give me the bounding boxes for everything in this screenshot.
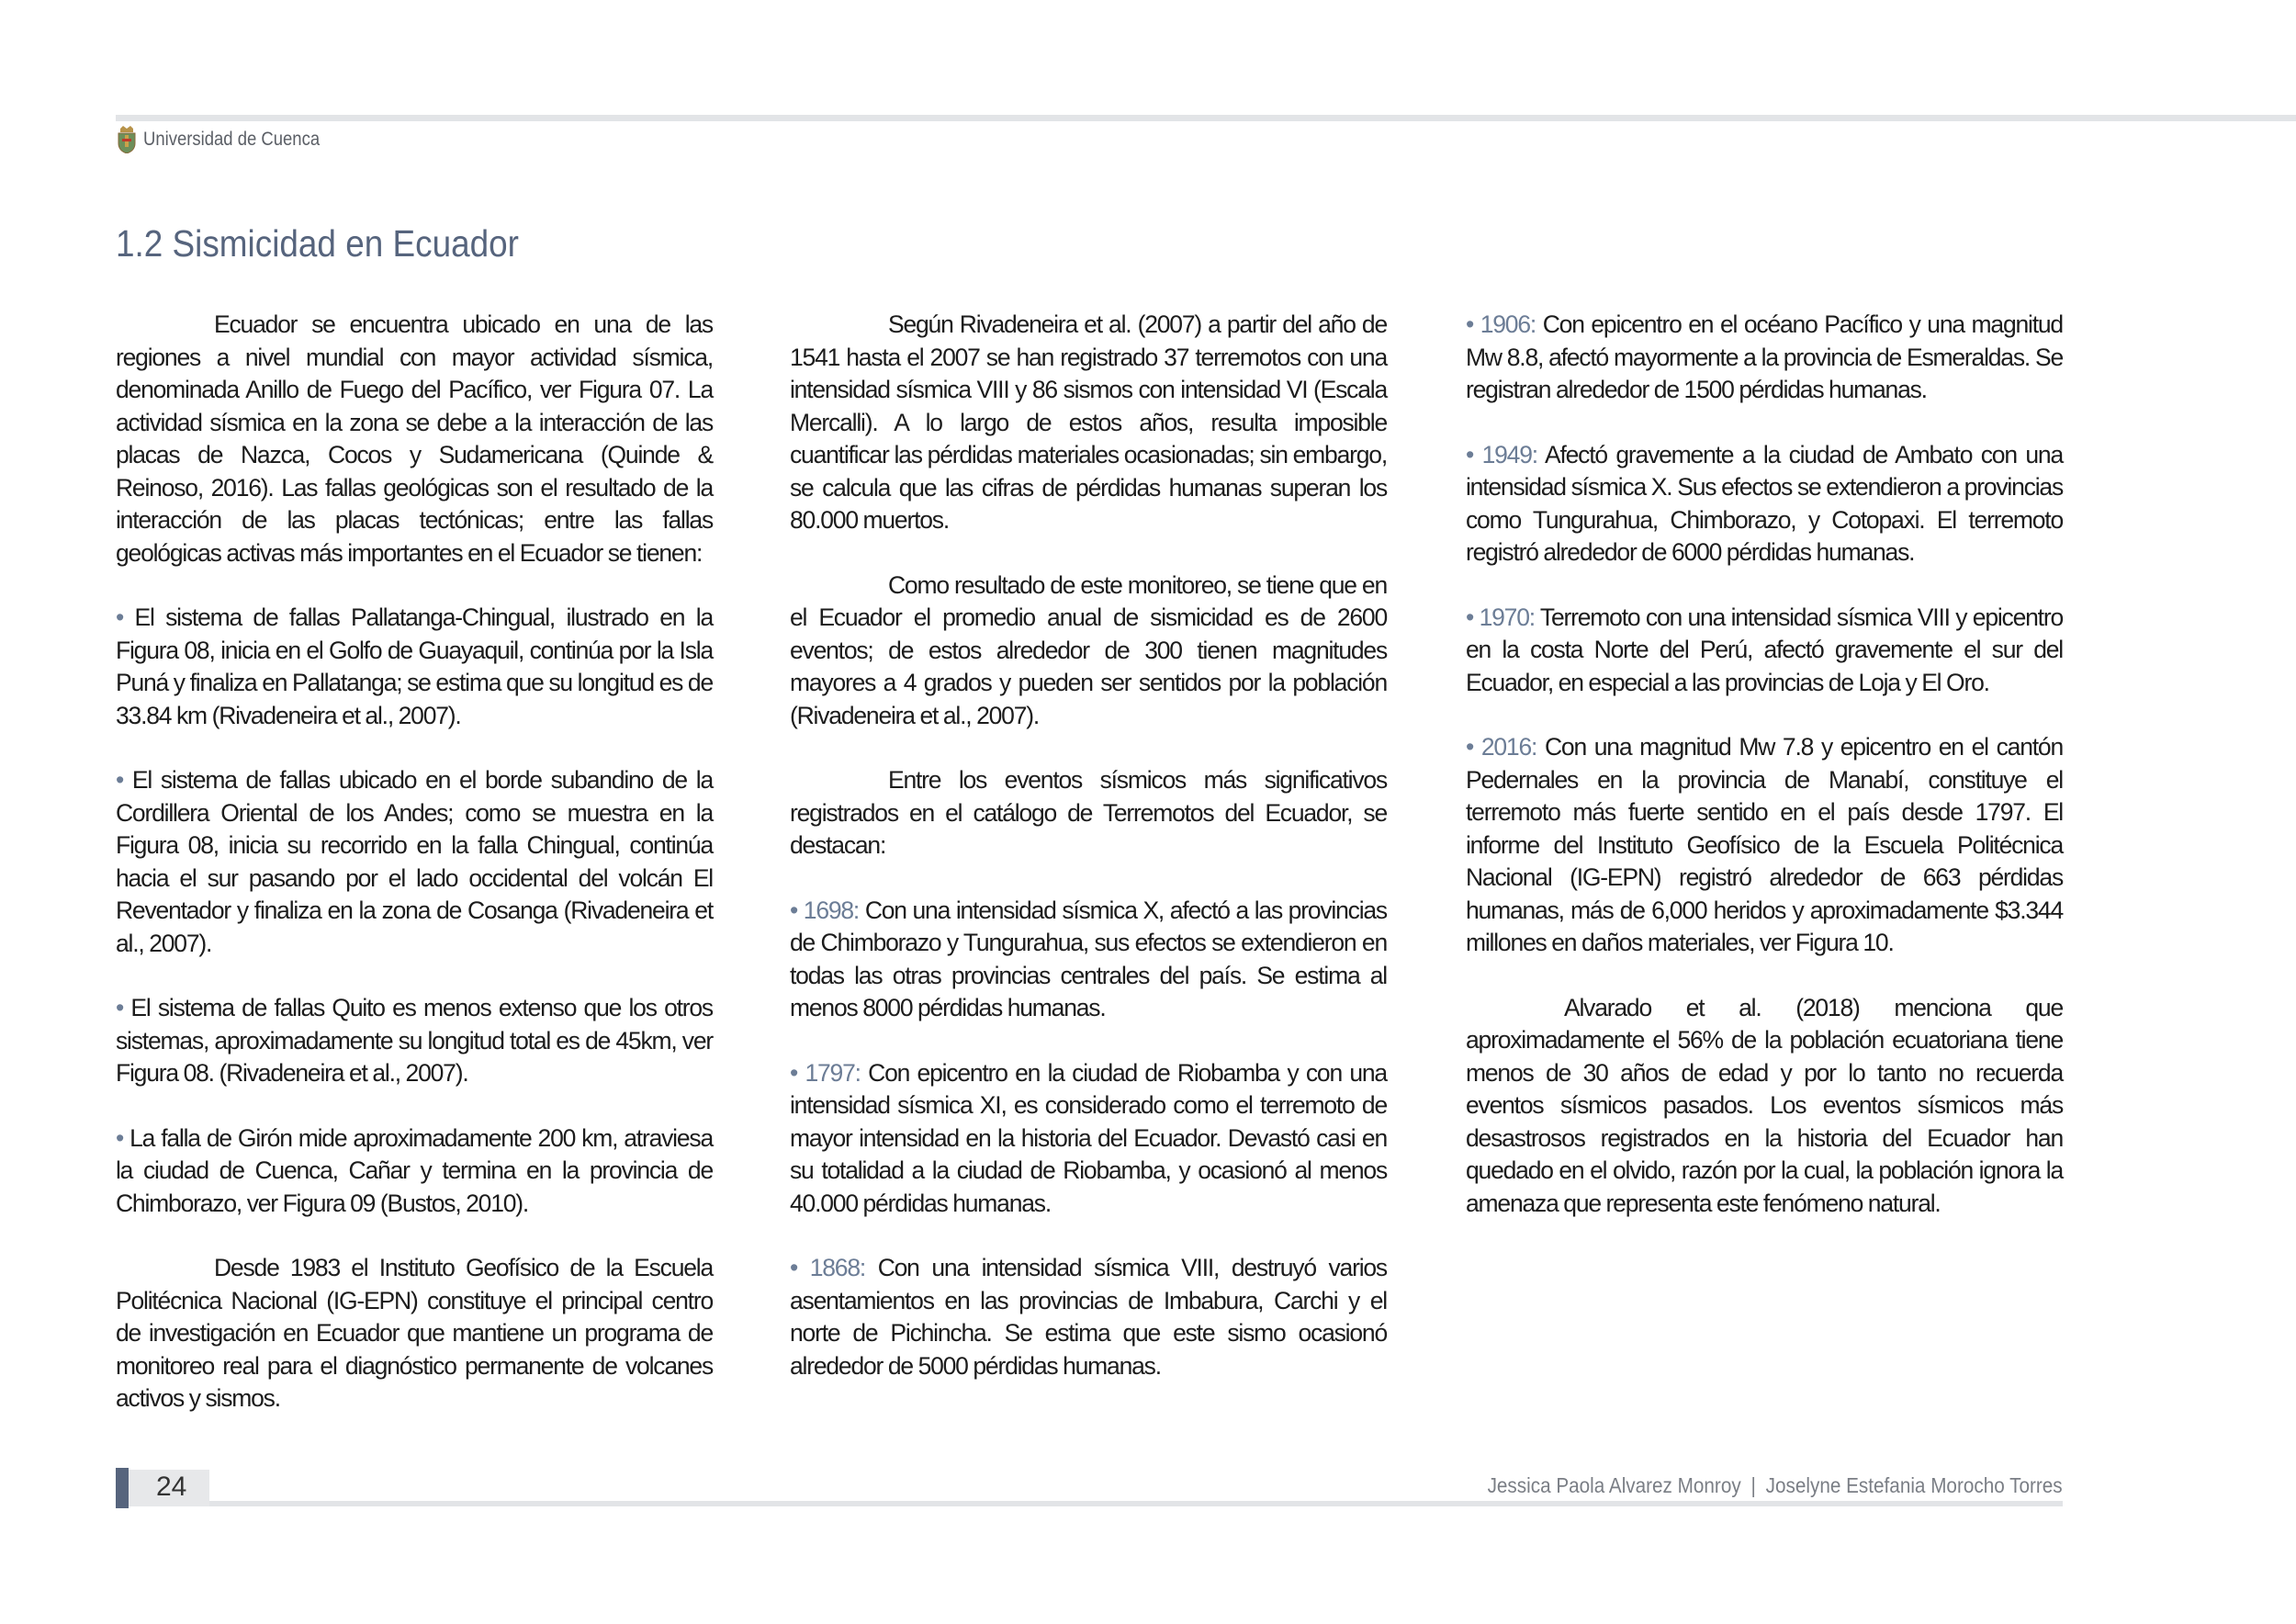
university-name: Universidad de Cuenca [143,129,321,150]
event-text: Con una magnitud Mw 7.8 y epicentro en el cantón Pedernales en la provincia de Manabí, constituye el terremoto más fuerte sentido en el país desde 1797. El informe del Instituto Geofísico de la Escuela Politécnica Nacional (IG-EPN) registró alrededor de 663 pérdidas humanas, más de 6,000 heridos y aproximadamente $3.344 millones en daños materiales, ver Figura 10. [1466,733,2063,956]
event-year: 2016: [1480,733,1537,761]
event-item [790,1057,1387,1221]
bullet-icon: • [116,1123,124,1152]
footer-authors [1488,1473,2063,1498]
event-item [1466,602,2063,700]
event-item [790,895,1387,1025]
monitoring-paragraph: Como resultado de este monitoreo, se tiene que en el Ecuador el promedio anual de sismicidad es de 2600 eventos; de estos alrededor de 300 tienen magnitudes mayores a 4 grados y pueden ser sentidos por la población (Rivadeneira et al., 2007). [790,570,1387,729]
closing-paragraph: Alvarado et al. (2018) menciona que aproximadamente el 56% de la población ecuatoriana tiene menos de 30 años de edad y por lo tanto no recuerda eventos sísmicos pasados. Los eventos sísmicos más desastrosos registrados en la historia del Ecuador han quedado en el olvido, razón por la cual, la población ignora la amenaza que representa este fenómeno natural. [1466,993,2063,1217]
event-year: 1906: [1480,310,1536,338]
bullet-icon: • [1466,733,1474,761]
bullet-icon: • [790,1254,798,1281]
event-year: 1970: [1479,603,1535,631]
bullet-icon: • [1466,440,1474,468]
event-item [1466,439,2063,570]
section-title: 1.2 Sismicidad en Ecuador [116,222,519,265]
column-3 [1466,309,2063,1252]
event-item [790,1252,1387,1382]
fault-text: El sistema de fallas Pallatanga-Chingual, ilustrado en la Figura 08, inicia en el Golfo de Guayaquil, continúa por la Isla Puná y finaliza en Pallatanga; se estima que su longitud es de 33.84 km (Rivadeneira et al., 2007). [116,603,713,729]
fault-text: El sistema de fallas Quito es menos extenso que los otros sistemas, aproximadamente su longitud total es de 45km, ver Figura 08. (Rivadeneira et al., 2007). [116,994,713,1087]
fault-item [116,602,713,732]
header-rule [116,115,2296,121]
fault-item [116,992,713,1090]
events-intro-paragraph: Entre los eventos sísmicos más significativos registrados en el catálogo de Terremotos del Ecuador, se destacan: [790,766,1387,859]
bullet-icon: • [116,603,124,631]
fault-item [116,1122,713,1221]
page-number: 24 [156,1472,187,1502]
author-separator: | [1750,1473,1757,1497]
page-header [116,125,343,154]
bullet-icon: • [116,766,124,794]
footer-rule [209,1501,2063,1506]
author-1: Jessica Paola Alvarez Monroy [1487,1473,1742,1497]
history-paragraph: Según Rivadeneira et al. (2007) a partir del año de 1541 hasta el 2007 se han registrado 37 terremotos con una intensidad sísmica VIII y 86 sismos con intensidad VI (Escala Mercalli). A lo largo de estos años, resulta imposible cuantificar las pérdidas materiales ocasionadas; sin embargo, se calcula que las cifras de pérdidas humanas superan los 80.000 muertos. [790,310,1387,534]
event-text: Con epicentro en la ciudad de Riobamba y con una intensidad sísmica XI, es considerado como el terremoto de mayor intensidad en la historia del Ecuador. Devastó casi en su totalidad a la ciudad de Riobamba, y ocasionó al menos 40.000 pérdidas humanas. [790,1058,1387,1217]
author-2: Joselyne Estefania Morocho Torres [1766,1473,2063,1497]
igepn-paragraph: Desde 1983 el Instituto Geofísico de la Escuela Politécnica Nacional (IG-EPN) constituye el principal centro de investigación en Ecuador que mantiene un programa de monitoreo real para el diagnóstico permanente de volcanes activos y sismos. [116,1254,713,1412]
event-text: Con una intensidad sísmica VIII, destruyó varios asentamientos en las provincias de Imbabura, Carchi y el norte de Pichincha. Se estima que este sismo ocasionó alrededor de 5000 pérdidas humanas. [790,1254,1387,1380]
event-year: 1797: [805,1058,861,1087]
event-year: 1949: [1481,440,1537,468]
fault-text: El sistema de fallas ubicado en el borde subandino de la Cordillera Oriental de los Andes; como se muestra en la Figura 08, inicia su recorrido en la falla Chingual, continúa hacia el sur pasando por el lado occidental del volcán El Reventador y finaliza en la zona de Cosanga (Rivadeneira et al., 2007). [116,766,713,957]
fault-text: La falla de Girón mide aproximadamente 200 km, atraviesa la ciudad de Cuenca, Cañar y termina en la provincia de Chimborazo, ver Figura 09 (Bustos, 2010). [116,1123,713,1217]
bullet-icon: • [1466,310,1474,338]
event-year: 1698: [803,896,860,924]
event-year: 1868: [809,1254,866,1281]
event-text: Afectó gravemente a la ciudad de Ambato con una intensidad sísmica X. Sus efectos se extendieron a provincias como Tungurahua, Chimborazo, y Cotopaxi. El terremoto registró alrededor de 6000 pérdidas humanas. [1466,440,2063,566]
university-crest-icon [116,126,138,153]
bullet-icon: • [790,1058,798,1087]
intro-paragraph: Ecuador se encuentra ubicado en una de las regiones a nivel mundial con mayor actividad sísmica, denominada Anillo de Fuego del Pacífico, ver Figura 07. La actividad sísmica en la zona se debe a la interacción de las placas de Nazca, Cocos y Sudamericana (Quinde & Reinoso, 2016). Las fallas geológicas son el resultado de la interacción de las placas tectónicas; entre las fallas geológicas activas más importantes en el Ecuador se tienen: [116,310,713,567]
event-text: Con una intensidad sísmica X, afectó a las provincias de Chimborazo y Tungurahua, sus efectos se extendieron en todas las otras provincias centrales del país. Se estima al menos 8000 pérdidas humanas. [790,896,1387,1021]
event-text: Con epicentro en el océano Pacífico y una magnitud Mw 8.8, afectó mayormente a la provincia de Esmeraldas. Se registran alrededor de 1500 pérdidas humanas. [1466,310,2063,403]
fault-item [116,764,713,960]
column-2 [790,309,1387,1415]
event-text: Terremoto con una intensidad sísmica VIII y epicentro en la costa Norte del Perú, afectó gravemente el sur del Ecuador, en especial a las provincias de Loja y El Oro. [1466,603,2064,696]
bullet-icon: • [790,896,798,924]
bullet-icon: • [116,994,124,1021]
event-item [1466,309,2063,407]
column-1 [116,309,713,1448]
bullet-icon: • [1466,603,1474,631]
footer-marker [116,1468,129,1508]
event-item [1466,731,2063,960]
